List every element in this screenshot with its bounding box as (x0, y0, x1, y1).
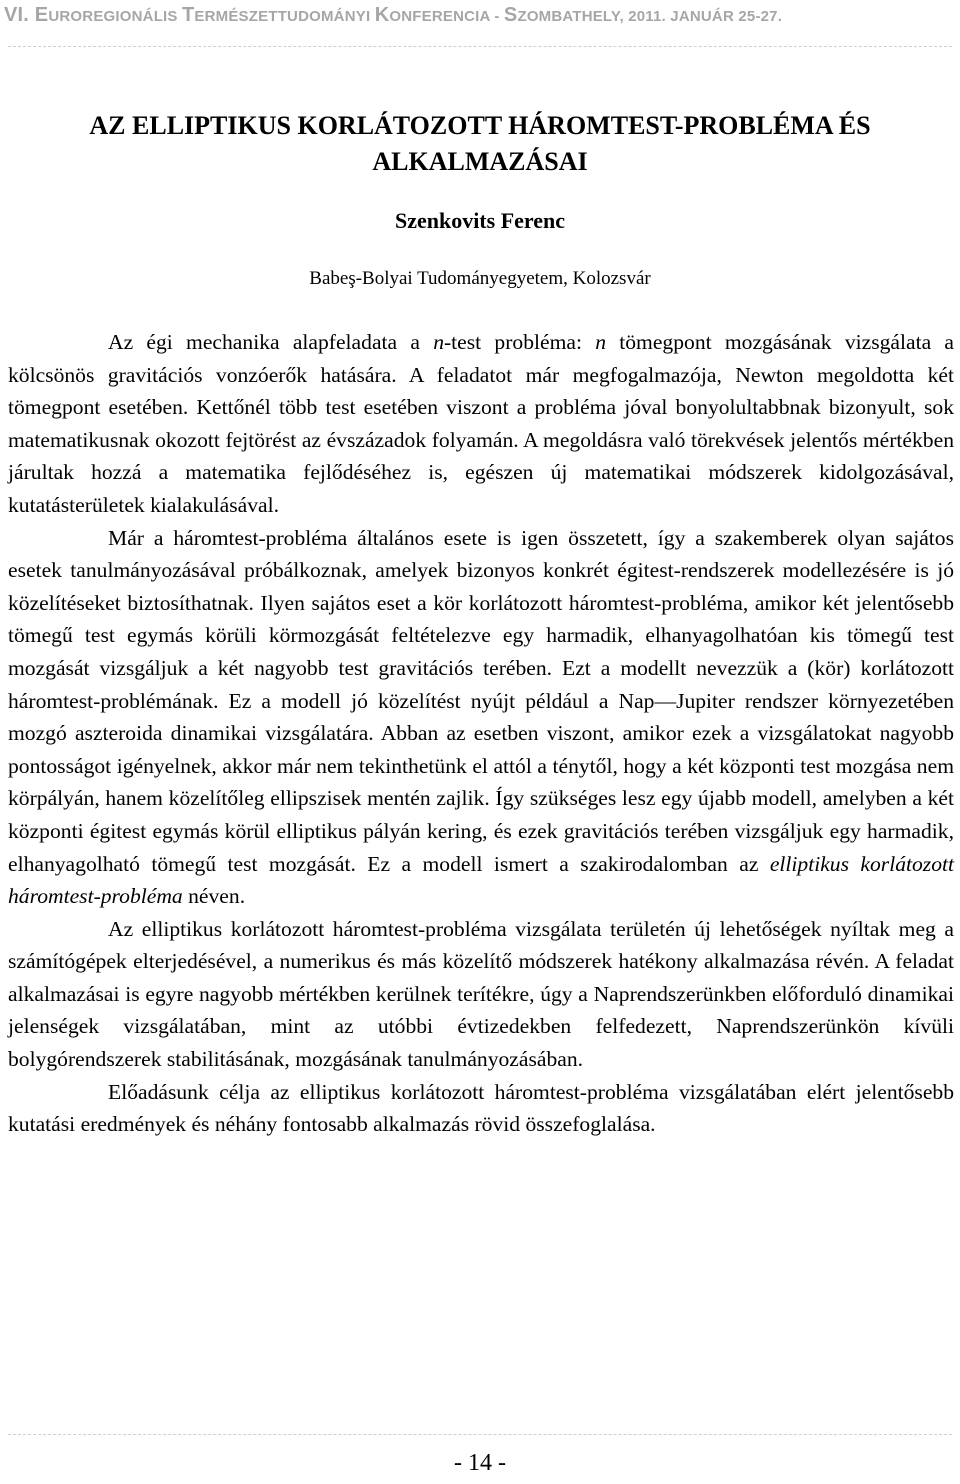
body-paragraph (8, 326, 954, 522)
header-rule (8, 46, 952, 47)
running-header-part: S (503, 4, 518, 26)
running-header-part: JANUÁR 25-27. (670, 8, 783, 25)
italic-text: n (595, 330, 606, 354)
author-affiliation: Babeş-Bolyai Tudományegyetem, Kolozsvár (309, 268, 651, 289)
text-run: néven. (182, 884, 246, 909)
text-run: -test probléma: (443, 330, 596, 354)
running-header (4, 4, 956, 27)
title-line-1: AZ ELLIPTIKUS KORLÁTOZOTT HÁROMTEST-PROBLÉMA ÉS (89, 111, 871, 140)
running-header-part: K (374, 4, 390, 26)
page-number: - 14 - (454, 1450, 506, 1476)
body-paragraph (8, 522, 954, 913)
running-header-part: T (182, 4, 195, 26)
running-header-part: VI. E (4, 4, 49, 26)
text-run: tömegpont mozgásának vizsgálata a kölcsönös gravitációs vonzóerők hatására. A feladatot már megfogalmazója, Newton megoldotta két tömegpont esetében. Kettőnél több test esetében viszont a probléma jóval bonyolultabbnak bizonyult, sok matematikusnak okozott fejtörést az évszázadok folyamán. A megoldásra való törekvések jelentős mértékben járultak hozzá a matematika fejlődéséhez is, egészen új matematikai módszerek kidolgozásával, kutatásterületek kialakulásával. (8, 330, 954, 517)
paper-title (30, 108, 930, 180)
italic-text: elliptikus korlátozott háromtest-probléma (8, 851, 954, 909)
footer-rule (8, 1434, 952, 1435)
abstract-body (8, 326, 954, 1141)
author-name: Szenkovits Ferenc (394, 208, 566, 233)
title-line-2: ALKALMAZÁSAI (372, 147, 588, 176)
running-header-part: ERMÉSZETTUDOMÁNYI (194, 8, 375, 25)
running-header-part: ZOMBATHELY, 2011. (517, 8, 671, 25)
text-run: Az égi mechanika alapfeladata a (108, 330, 434, 354)
text-run: Már a háromtest-probléma általános esete is igen összetett, így a szakemberek olyan sajátos esetek tanulmányozásával próbálkoznak, amelyek bizonyos konkrét égitest-rendszerek modellezésére is jó közelítéseket biztosíthatnak. Ilyen sajátos eset a kör korlátozott háromtest-probléma, amikor két jelentősebb tömegű test egymás körüli körmozgását feltételezve egy harmadik, elhanyagolhatóan kis tömegű test mozgását vizsgáljuk a két nagyobb test gravitációs terében. Ezt a modellt nevezzük a (kör) korlátozott háromtest-problémának. Ez a modell jó közelítést nyújt például a Nap—Jupiter rendszer környezetében mozgó aszteroida dinamikai vizsgálatára. Abban az esetben viszont, amikor ezek a vizsgálatokat nagyobb pontosságot igényelnek, akkor már nem tekinthetünk el attól a ténytől, hogy a két központi test mozgása nem körpályán, hanem közelítőleg ellipszisek mentén zajlik. Így szükséges lesz egy újabb modell, amelyben a két központi égitest egymás körül elliptikus pályán kering, és ezek gravitációs terében vizsgáljuk egy harmadik, elhanyagolható tömegű test mozgását. Ez a modell ismert a szakirodalomban az (8, 525, 954, 876)
running-header-part: ONFERENCIA - (389, 8, 504, 25)
italic-text: n (433, 330, 444, 354)
running-header-part: UROREGIONÁLIS (48, 8, 182, 25)
text-run: Az elliptikus korlátozott háromtest-probléma vizsgálata területén új lehetőségek nyíltak meg a számítógépek elterjedésével, a numerikus és más közelítő módszerek hatékony alkalmazása révén. A feladat alkalmazásai is egyre nagyobb mértékben kerülnek terítékre, úgy a Naprendszerünkben előforduló dinamikai jelenségek vizsgálatában, mint az utóbbi évtizedekben felfedezett, Naprendszerünkön kívüli bolygórendszerek stabilitásának, mozgásának tanulmányozásában. (8, 916, 954, 1072)
body-paragraph (8, 913, 954, 1076)
body-paragraph (8, 1076, 954, 1141)
text-run: Előadásunk célja az elliptikus korlátozott háromtest-probléma vizsgálatában elért jelentősebb kutatási eredmények és néhány fontosabb alkalmazás rövid összefoglalása. (8, 1079, 954, 1137)
